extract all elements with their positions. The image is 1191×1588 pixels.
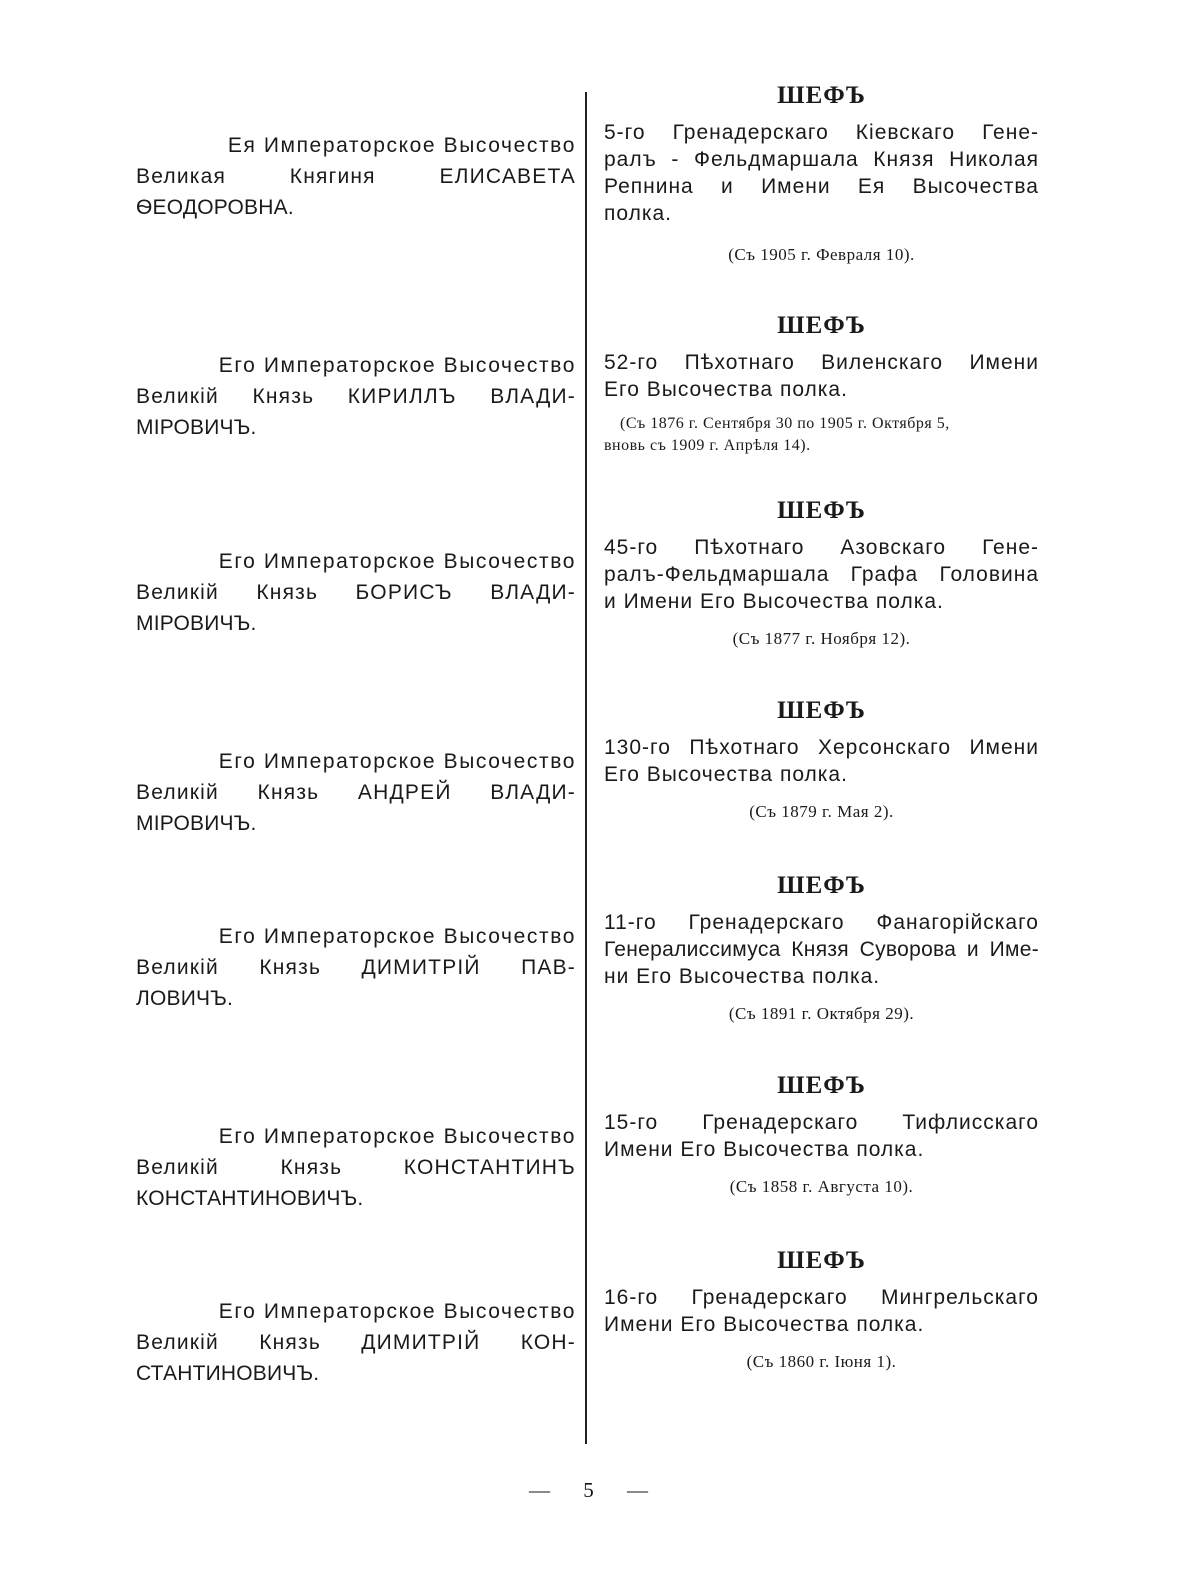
appointment-date xyxy=(604,1350,1039,1374)
regiment-line: Имени Его Высочества полка. xyxy=(604,1138,925,1161)
chief-heading: ШЕФЪ xyxy=(777,1072,866,1099)
regiment-line: 45-го Пѣхотнаго Азовскаго Гене- xyxy=(604,536,1039,559)
regiment-line: 5-го Гренадерскаго Кіевскаго Гене- xyxy=(604,121,1039,144)
person-name-end: МІРОВИЧЪ. xyxy=(136,612,257,635)
person-block xyxy=(136,350,576,443)
chief-heading: ШЕФЪ xyxy=(777,82,866,109)
appointment-date xyxy=(604,1002,1039,1026)
regiment-line: 130-го Пѣхотнаго Херсонскаго Имени xyxy=(604,736,1039,759)
regiment-line: ралъ - Фельдмаршала Князя Николая xyxy=(604,148,1039,171)
person-name-end: ѲЕОДОРОВНА. xyxy=(136,196,294,219)
page-number: — 5 — xyxy=(529,1478,662,1502)
regiment-line: полка. xyxy=(604,202,673,225)
person-block xyxy=(136,1296,576,1389)
regiment-line: 11-го Гренадерскаго Фанагорійскаго xyxy=(604,911,1039,934)
regiment-line: и Имени Его Высочества полка. xyxy=(604,590,944,613)
chief-heading: ШЕФЪ xyxy=(777,312,866,339)
regiment-line: ни Его Высочества полка. xyxy=(604,965,881,988)
chief-heading: ШЕФЪ xyxy=(777,872,866,899)
regiment-line: Генералиссимуса Князя Суворова и Име- xyxy=(604,938,1039,961)
person-block xyxy=(136,921,576,1014)
person-block xyxy=(136,1121,576,1214)
person-title: Его Императорское Высочество xyxy=(218,354,576,377)
person-title: Ея Императорское Высочество xyxy=(227,134,576,157)
regiment-block xyxy=(604,872,1039,1026)
date-line: (Съ 1905 г. Февраля 10). xyxy=(728,245,915,264)
column-divider xyxy=(585,92,587,1444)
appointment-date xyxy=(604,800,1039,824)
person-name-end: ЛОВИЧЪ. xyxy=(136,987,234,1010)
date-line: (Съ 1858 г. Августа 10). xyxy=(729,1177,914,1196)
person-title: Его Императорское Высочество xyxy=(218,750,576,773)
regiment-line: Его Высочества полка. xyxy=(604,378,848,401)
person-block xyxy=(136,546,576,639)
person-title: Его Императорское Высочество xyxy=(218,550,576,573)
person-name-end: МІРОВИЧЪ. xyxy=(136,416,257,439)
date-line: (Съ 1879 г. Мая 2). xyxy=(749,802,894,821)
chief-heading: ШЕФЪ xyxy=(777,497,866,524)
regiment-line: Репнина и Имени Ея Высочества xyxy=(604,175,1039,198)
date-line: (Съ 1891 г. Октября 29). xyxy=(728,1004,915,1023)
chief-heading: ШЕФЪ xyxy=(777,1247,866,1274)
regiment-block xyxy=(604,82,1039,267)
appointment-date xyxy=(604,413,1039,457)
date-line: вновь съ 1909 г. Апрѣля 14). xyxy=(604,437,811,454)
appointment-date xyxy=(604,243,1039,267)
date-line: (Съ 1877 г. Ноября 12). xyxy=(732,629,911,648)
person-block xyxy=(136,130,576,223)
date-line: (Съ 1876 г. Сентября 30 по 1905 г. Октября 5, xyxy=(620,415,950,432)
person-block xyxy=(136,746,576,839)
regiment-block xyxy=(604,697,1039,824)
person-name-line: Великій Князь БОРИСЪ ВЛАДИ- xyxy=(136,581,576,604)
regiment-line: 52-го Пѣхотнаго Виленскаго Имени xyxy=(604,351,1039,374)
person-name-line: Великій Князь КИРИЛЛЪ ВЛАДИ- xyxy=(136,385,576,408)
regiment-line: 16-го Гренадерскаго Мингрельскаго xyxy=(604,1286,1039,1309)
person-name-end: КОНСТАНТИНОВИЧЪ. xyxy=(136,1187,364,1210)
date-line: (Съ 1860 г. Іюня 1). xyxy=(746,1352,897,1371)
chief-heading: ШЕФЪ xyxy=(777,697,866,724)
person-title: Его Императорское Высочество xyxy=(218,1300,576,1323)
regiment-block xyxy=(604,497,1039,651)
person-name-line: Великій Князь ДИМИТРІЙ КОН- xyxy=(136,1331,576,1354)
person-title: Его Императорское Высочество xyxy=(218,925,576,948)
person-name-end: СТАНТИНОВИЧЪ. xyxy=(136,1362,320,1385)
person-name-end: МІРОВИЧЪ. xyxy=(136,812,257,835)
appointment-date xyxy=(604,627,1039,651)
regiment-line: Его Высочества полка. xyxy=(604,763,848,786)
person-name-line: Великій Князь АНДРЕЙ ВЛАДИ- xyxy=(136,781,576,804)
regiment-block xyxy=(604,312,1039,457)
regiment-block xyxy=(604,1072,1039,1199)
regiment-line: Имени Его Высочества полка. xyxy=(604,1313,925,1336)
regiment-line: 15-го Гренадерскаго Тифлисскаго xyxy=(604,1111,1039,1134)
regiment-line: ралъ-Фельдмаршала Графа Головина xyxy=(604,563,1039,586)
person-name-line: Великій Князь ДИМИТРІЙ ПАВ- xyxy=(136,956,576,979)
person-title: Его Императорское Высочество xyxy=(218,1125,576,1148)
person-name-line: Великая Княгиня ЕЛИСАВЕТА xyxy=(136,165,576,188)
regiment-block xyxy=(604,1247,1039,1374)
person-name-line: Великій Князь КОНСТАНТИНЪ xyxy=(136,1156,576,1179)
appointment-date xyxy=(604,1175,1039,1199)
